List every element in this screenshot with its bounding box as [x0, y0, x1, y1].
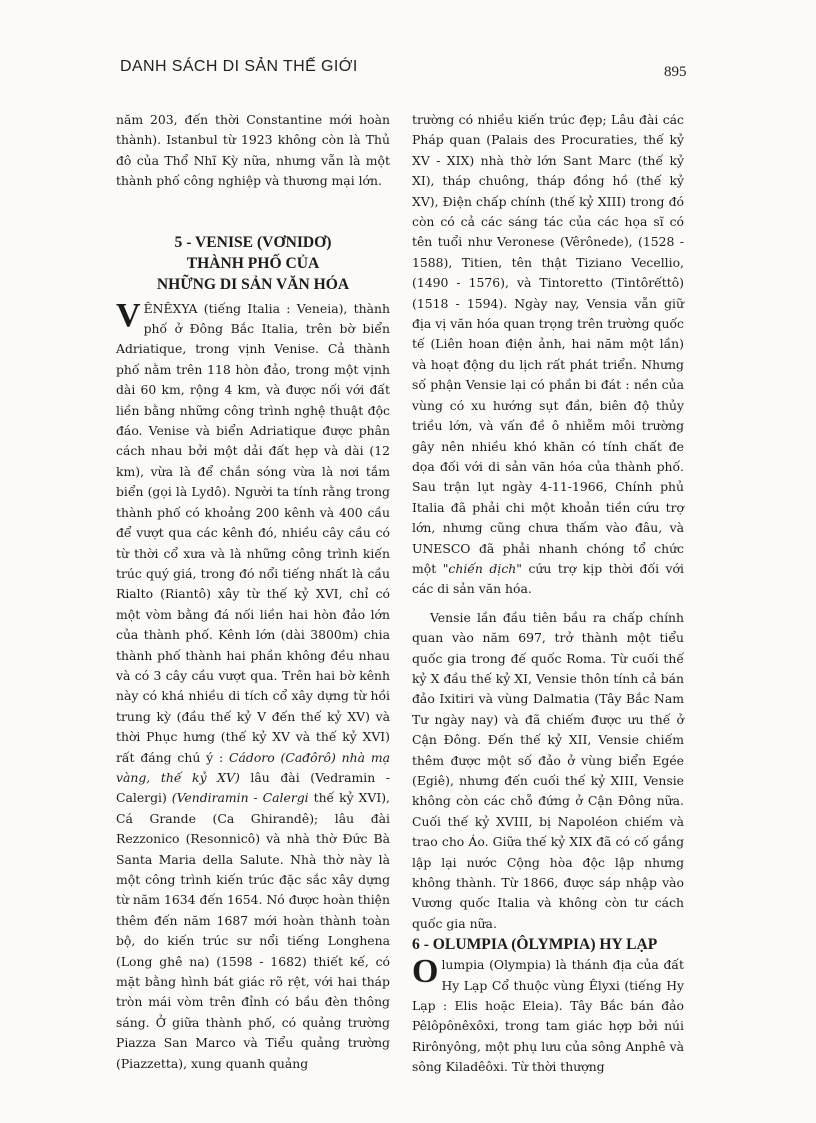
left-column — [116, 110, 390, 1074]
section-5-heading — [116, 232, 390, 295]
section-5-text-b: lâu đài (Vedramin - Calergi) — [116, 769, 390, 806]
venise-text-a: trường có nhiều kiến trúc đẹp; Lâu đài các Pháp quan (Palais des Procuraties, thế kỷ XV - XIX) nhà thờ lớn Sant Marc (thế kỷ XI), tháp chuông, tháp đồng hồ (thế kỷ XV), Điện chấp chính (thế kỷ XIII) trong đó còn có cả các sáng tác của các họa sĩ có tên tuổi như Veronese (Vêrônede), (1528 - 1588), Titien, tên thật Tiziano Vecellio, (1490 - 1576), và Tintoretto (Tintôrếttô) (1518 - 1594). Ngày nay, Vensia vẫn giữ địa vị văn hóa quan trọng trên trường quốc tế (Liên hoan điện ảnh, hai năm một lần) và hoạt động du lịch rất phát triển. Nhưng số phận Vensie lại có phần bi đát : nền của vùng có xu hướng sụt đần, biên độ thủy triều lớn, và vấn đề ô nhiễm môi trường gây nên nhiều khó khăn có tính chất đe dọa đối với di sản văn hóa của thành phố. Sau trận lụt ngày 4-11-1966, Chính phủ Italia đã phải chi một khoản tiền cứu trợ lớn, nhưng cũng chưa thấm vào đâu, và UNESCO đã phải nhanh chóng tổ chức một — [412, 112, 684, 576]
page-number: 895 — [664, 64, 687, 80]
section-5-italic-1: Cádoro (Cađôrô) nhà mạ vàng, thế kỷ XV) — [116, 749, 390, 785]
right-column — [412, 110, 684, 1078]
section-5-paragraph — [116, 296, 390, 1074]
section-5-text-a: ÊNÊXYA (tiếng Italia : Veneia), thành phố ở Đông Bắc Italia, trên bờ biển Adriatique, trong vịnh Venise. Cả thành phố nằm trên 118 hòn đảo, trong một vịnh dài 60 km, rộng 4 km, và được nối với đất liền bằng những công trình nghệ thuật độc đáo. Venise và biển Adriatique được phân cách nhau bởi một dải đất hẹp và dài (12 km), vừa là để chắn sóng vừa là nơi tắm biển (gọi là Lydô). Người ta tính rằng trong thành phố có khoảng 200 kênh và 400 cầu để vượt qua các kênh đó, nhiều cây cầu có từ thời cổ xưa và là những công trình kiến trúc quý giá, trong đó nổi tiếng nhất là cầu Rialto (Riantô) xây từ thế kỷ XVI, chỉ có một vòm bằng đá nối liền hai hòn đảo lớn của thành phố. Kênh lớn (dài 3800m) chia thành phố thành hai phần không đều nhau và có 3 cây cầu vượt qua. Trên hai bờ kênh này có khá nhiều di tích cổ xây dựng từ hồi trung kỳ (đầu thế kỷ V đến thế kỷ XV) và thời Phục hưng (thế kỷ XV và thế kỷ XVI) rất đáng chú ý : — [116, 300, 390, 765]
section-5-title-line3: NHỮNG DI SẢN VĂN HÓA — [156, 275, 350, 293]
section-6-paragraph — [412, 955, 684, 1077]
venise-continuation-paragraph — [412, 110, 684, 600]
continuation-paragraph: năm 203, đến thời Constantine mới hoàn thành). Istanbul từ 1923 không còn là Thủ đô của Thổ Nhĩ Kỳ nữa, nhưng vẫn là một thành phố công nghiệp và thương mại lớn. — [116, 112, 390, 189]
section-5-dropcap: V — [116, 296, 141, 334]
section-6-dropcap: O — [412, 953, 439, 991]
venise-italic: "chiến dịch" — [442, 560, 522, 576]
section-6-text: lumpia (Olympia) là thánh địa của đất Hy Lạp Cổ thuộc vùng Êlyxi (tiếng Hy Lạp : Elis hoặc Eleia). Tây Bắc bán đảo Pêlôpônêxôxi, trong tam giác hợp bởi núi Rirônyông, một phụ lưu của sông Anphê và sông Kiladêôxi. Từ thời thượng — [412, 957, 684, 1075]
section-6-title: 6 - OLUMPIA (ÔLYMPIA) HY LẠP — [412, 936, 658, 954]
section-5-text-c: thế kỷ XVI), Cá Grande (Ca Ghirandê); lâu đài Rezzonico (Resonnicô) và nhà thờ Đức Bà Santa Maria della Salute. Nhà thờ này là một công trình kiến trúc đặc sắc xây dựng từ năm 1634 đến 1654. Nó được hoàn thiện thêm đến năm 1687 mới hoàn thành toàn bộ, do kiến trúc sư nổi tiếng Longhena (Long ghê na) (1598 - 1682) thiết kế, có mặt bằng hình bát giác rõ rệt, với hai tháp tròn mái vòm trên đỉnh có bầu đèn thông sáng. Ở giữa thành phố, có quảng trường Piazza San Marco và Tiểu quảng trường (Piazzetta), xung quanh quảng — [116, 790, 390, 1071]
section-5-italic-2: (Vendiramin - Calergi — [171, 790, 309, 806]
running-head: DANH SÁCH DI SẢN THẾ GIỚI — [120, 58, 358, 75]
venise-history-paragraph: Vensie lần đầu tiên bầu ra chấp chính quan vào năm 697, trở thành một tiểu quốc gia trong đế quốc Roma. Từ cuối thế kỷ X đầu thế kỷ XI, Vensie thôn tính cả bán đảo Ixitiri và vùng Dalmatia (Tây Bắc Nam Tư ngày nay) và đã chiếm được ưu thế ở Cận Đông. Đến thế kỷ XII, Vensie chiếm thêm được một số đảo ở vùng biển Egée (Egiê), nhưng đến cuối thế kỷ XIII, Vensie không còn các chỗ đứng ở Cận Đông nữa. Cuối thế kỷ XVIII, bị Napoléon chiếm và trao cho Áo. Giữa thế kỷ XIX đã có cố gắng lập lại nước Cộng hòa độc lập nhưng không thành. Từ 1866, được sáp nhập vào Vương quốc Italia và không còn tư cách quốc gia nữa. — [412, 609, 684, 931]
section-5-title-line1: 5 - VENISE (VƠNIDƠ) — [174, 233, 332, 251]
venise-text-b: cứu trợ kịp thời đối với các di sản văn hóa. — [412, 560, 684, 597]
section-5-title-line2: THÀNH PHỐ CỦA — [186, 254, 320, 272]
